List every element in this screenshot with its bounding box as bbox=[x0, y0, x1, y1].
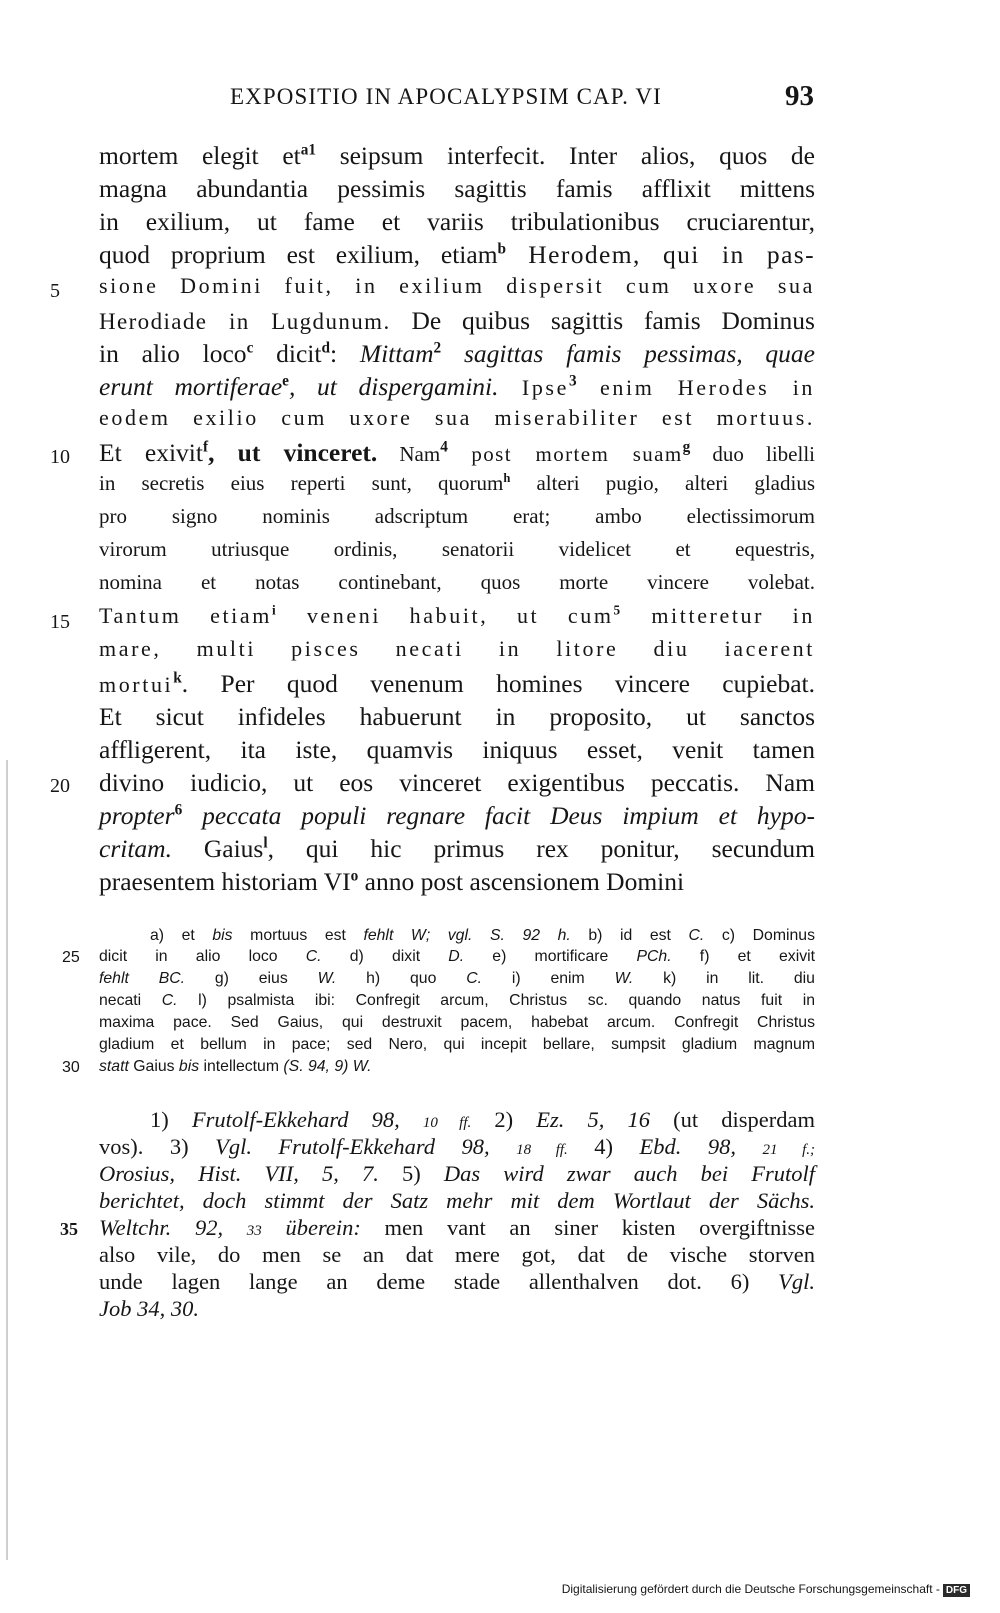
source-note-line: also vile, do men se an dat mere got, dat de vische storven bbox=[99, 1242, 815, 1267]
text-line: nomina et notas continebant, quos morte vincere volebat. bbox=[99, 570, 815, 594]
source-note-line: unde lagen lange an deme stade allenthalven dot. 6) Vgl. bbox=[99, 1269, 815, 1294]
text-line: mortem elegit $et^{a1}$ seipsum interfecit. Inter alios, quos de bbox=[99, 141, 815, 170]
source-note-line: berichtet, doch stimmt der Satz mehr mit dem Wortlaut der Sächs. bbox=[99, 1188, 815, 1213]
text-line: critam. Gaius$^l$, qui hic primus rex ponitur, secundum bbox=[99, 834, 815, 863]
text-line: in exilium, ut fame et variis tribulationibus cruciarentur, bbox=[99, 207, 815, 236]
apparatus-line: a) et bis mortuus est fehlt W; vgl. S. 92 h. b) id est C. c) Dominus bbox=[150, 927, 815, 944]
dfg-logo: DFG bbox=[943, 1584, 970, 1597]
apparatus-line: fehlt BC. g) eius W. h) quo C. i) enim W. k) in lit. diu bbox=[99, 970, 815, 987]
text-line: mortui$^k$. Per quod venenum homines vincere cupiebat. bbox=[99, 669, 815, 698]
apparatus-line: gladium et bellum in pace; sed Nero, qui incepit bellare, sumpsit gladium magnum bbox=[99, 1036, 815, 1053]
text-line: Tantum etiam$^i$ veneni habuit, ut cum$^5$ mitteretur in bbox=[99, 602, 815, 628]
running-title: EXPOSITIO IN APOCALYPSIM CAP. VI bbox=[230, 84, 662, 109]
text-line: eodem exilio cum uxore sua miserabiliter est mortuus. bbox=[99, 405, 815, 430]
source-note-line: 1) Frutolf-Ekkehard 98, 10 ff. 2) Ez. 5, 16 (ut disperdam bbox=[150, 1107, 815, 1132]
text-line: magna abundantia pessimis sagittis famis afflixit mittens bbox=[99, 174, 815, 203]
line-number: 25 bbox=[62, 949, 80, 966]
page-number: 93 bbox=[785, 80, 814, 112]
page-edge-shadow bbox=[6, 760, 8, 1560]
text-line: virorum utriusque ordinis, senatorii videlicet et equestris, bbox=[99, 537, 815, 561]
text-line: sione Domini fuit, in exilium dispersit cum uxore sua bbox=[99, 273, 815, 298]
text-line: pro signo nominis adscriptum erat; ambo electissimorum bbox=[99, 504, 815, 528]
text-line: mare, multi pisces necati in litore diu iacerent bbox=[99, 636, 815, 661]
text-line: affligerent, ita iste, quamvis iniquus esset, venit tamen bbox=[99, 735, 815, 764]
apparatus-line: maxima pace. Sed Gaius, qui destruxit pacem, habebat arcum. Confregit Christus bbox=[99, 1014, 815, 1031]
line-number: 10 bbox=[50, 446, 70, 468]
apparatus-line: necati C. l) psalmista ibi: Confregit arcum, Christus sc. quando natus fuit in bbox=[99, 992, 815, 1009]
digitization-credit: Digitalisierung gefördert durch die Deutsche Forschungsgemeinschaft - DFG bbox=[562, 1582, 970, 1597]
line-number: 20 bbox=[50, 775, 70, 797]
text-line: erunt mortiferae$^e$, ut dispergamini. Ipse$^3$ enim Herodes in bbox=[99, 372, 816, 401]
line-number: 15 bbox=[50, 611, 70, 633]
source-note-line: Job 34, 30. bbox=[99, 1296, 199, 1321]
source-note-line: Weltchr. 92, 33 überein: men vant an siner kisten overgiftnisse bbox=[99, 1215, 816, 1240]
apparatus-line: statt Gaius bis intellectum (S. 94, 9) W. bbox=[99, 1058, 372, 1075]
text-line: praesentem historiam $VI^o$ anno post ascensionem Domini bbox=[99, 867, 685, 896]
text-line: propter$^6$ peccata populi regnare facit Deus impium et hypo- bbox=[99, 801, 815, 830]
source-note-line: vos). 3) Vgl. Frutolf-Ekkehard 98, 18 ff. 4) Ebd. 98, 21 f.; bbox=[99, 1134, 815, 1159]
text-line: in alio loco$^c$ dicit$^d$: Mittam$^2$ sagittas famis pessimas, quae bbox=[99, 339, 815, 368]
text-line: in secretis eius reperti sunt, quorum$^h$ alteri pugio, alteri gladius bbox=[99, 471, 815, 495]
text-line: Et exivit$^f$, ut vinceret. Nam$^4$ post mortem suam$^g$ duo libelli bbox=[99, 438, 815, 467]
text-line: quod proprium est exilium, etiam$^b$ Herodem, qui in pas- bbox=[99, 240, 816, 269]
line-number: 35 bbox=[60, 1219, 78, 1239]
line-number: 5 bbox=[50, 280, 60, 302]
text-line: divino iudicio, ut eos vinceret exigentibus peccatis. Nam bbox=[99, 768, 815, 797]
apparatus-line: dicit in alio loco C. d) dixit D. e) mortificare PCh. f) et exivit bbox=[99, 948, 816, 965]
text-line: Herodiade in Lugdunum. De quibus sagittis famis Dominus bbox=[99, 306, 815, 335]
source-note-line: Orosius, Hist. VII, 5, 7. 5) Das wird zwar auch bei Frutolf bbox=[99, 1161, 816, 1186]
line-number: 30 bbox=[62, 1059, 80, 1076]
text-line: Et sicut infideles habuerunt in proposito, ut sanctos bbox=[99, 702, 815, 731]
